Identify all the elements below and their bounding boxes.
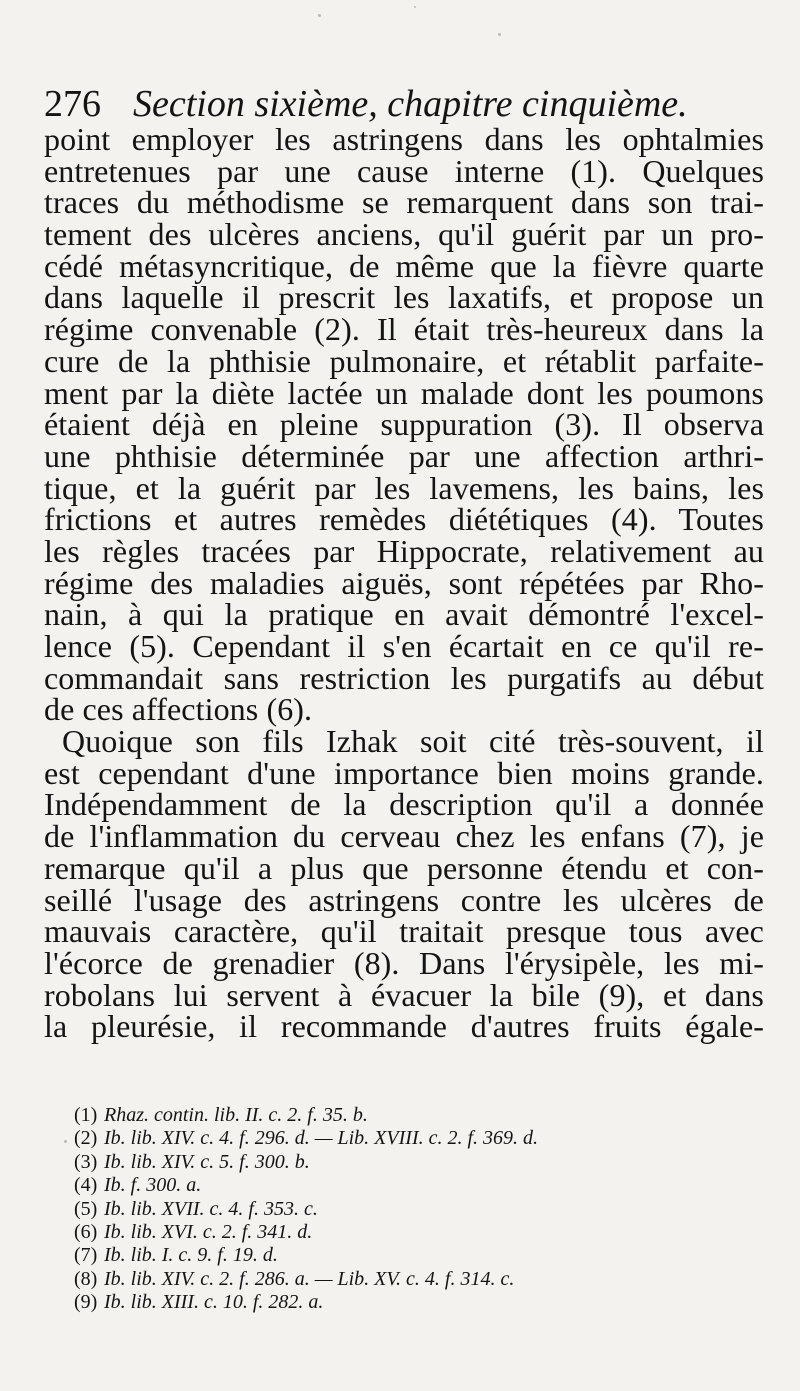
footnote-text: Ib. lib. XIV. c. 5. f. 300. b. bbox=[104, 1150, 310, 1173]
text-line: ment par la diète lactée un malade dont les poumons bbox=[44, 374, 764, 411]
footnote-marker: (9) bbox=[74, 1291, 98, 1314]
text-line: robolans lui servent à évacuer la bile (9), et dans bbox=[44, 976, 764, 1013]
text-line: régime des maladies aiguës, sont répétées par Rho- bbox=[44, 564, 764, 601]
footnote-marker: (5) bbox=[74, 1197, 98, 1220]
paragraph bbox=[44, 723, 764, 1045]
text-line: cédé métasyncritique, de même que la fièvre quarte bbox=[44, 247, 764, 284]
text-line: Indépendamment de la description qu'il a donnée bbox=[44, 786, 764, 823]
text-line: l'écorce de grenadier (8). Dans l'érysipèle, les mi- bbox=[44, 944, 764, 981]
text-line: lence (5). Cependant il s'en écartait en ce qu'il re- bbox=[44, 628, 764, 664]
footnote bbox=[74, 1244, 774, 1267]
text-line: point employer les astringens dans les ophtalmies bbox=[44, 121, 764, 157]
footnote-text: Ib. lib. I. c. 9. f. 19. d. bbox=[104, 1244, 278, 1267]
footnote-marker: (8) bbox=[74, 1267, 98, 1290]
text-line: mauvais caractère, qu'il traitait presque tous avec bbox=[44, 913, 764, 950]
text-line: tement des ulcères anciens, qu'il guérit par un pro- bbox=[44, 216, 764, 253]
footnote-marker: (3) bbox=[74, 1150, 98, 1173]
body-text bbox=[44, 121, 764, 1045]
text-line: tique, et la guérit par les lavemens, les bains, les bbox=[44, 469, 764, 506]
footnote-text: Rhaz. contin. lib. II. c. 2. f. 35. b. bbox=[104, 1104, 368, 1126]
page-header bbox=[44, 82, 764, 126]
footnotes bbox=[74, 1104, 774, 1315]
text-line: les règles tracées par Hippocrate, relativement au bbox=[44, 532, 764, 569]
footnote bbox=[74, 1127, 774, 1150]
text-line: de l'inflammation du cerveau chez les enfans (7), je bbox=[44, 818, 764, 855]
footnote bbox=[74, 1104, 774, 1127]
text-line: Quoique son fils Izhak soit cité très-souvent, il bbox=[62, 723, 764, 760]
footnote bbox=[74, 1174, 774, 1197]
text-line: traces du méthodisme se remarquent dans son trai- bbox=[44, 184, 764, 221]
page-number: 276 bbox=[44, 83, 101, 125]
text-line: entretenues par une cause interne (1). Quelques bbox=[44, 152, 764, 189]
footnote-text: Ib. f. 300. a. bbox=[104, 1174, 202, 1197]
footnote bbox=[74, 1198, 774, 1221]
text-line: cure de la phthisie pulmonaire, et rétablit parfaite- bbox=[44, 342, 764, 379]
footnote-text: Ib. lib. XIII. c. 10. f. 282. a. bbox=[104, 1291, 324, 1314]
text-line: une phthisie déterminée par une affection arthri- bbox=[44, 437, 764, 474]
text-line: régime convenable (2). Il était très-heureux dans la bbox=[44, 311, 764, 348]
paper-speck bbox=[64, 1140, 67, 1143]
running-title: Section sixième, chapitre cinquième. bbox=[133, 83, 688, 125]
paper-speck bbox=[318, 14, 321, 17]
footnote bbox=[74, 1221, 774, 1244]
footnote bbox=[74, 1151, 774, 1174]
text-line: nain, à qui la pratique en avait démontré l'excel- bbox=[44, 596, 764, 633]
footnote bbox=[74, 1291, 774, 1314]
paper-speck bbox=[498, 33, 501, 36]
text-line: la pleurésie, il recommande d'autres fruits égale- bbox=[44, 1008, 764, 1045]
footnote bbox=[74, 1268, 774, 1291]
text-line: remarque qu'il a plus que personne étendu et con- bbox=[44, 849, 764, 886]
paragraph bbox=[44, 121, 764, 728]
footnote-marker: (4) bbox=[74, 1174, 98, 1197]
footnote-marker: (7) bbox=[74, 1244, 98, 1267]
text-line: étaient déjà en pleine suppuration (3). Il observa bbox=[44, 406, 764, 443]
text-line: frictions et autres remèdes diététiques (4). Toutes bbox=[44, 501, 764, 538]
footnote-text: Ib. lib. XVI. c. 2. f. 341. d. bbox=[104, 1220, 313, 1243]
text-line: dans laquelle il prescrit les laxatifs, et propose un bbox=[44, 279, 764, 316]
footnote-marker: (6) bbox=[74, 1220, 98, 1243]
footnote-marker: (1) bbox=[74, 1104, 98, 1126]
text-line: commandait sans restriction les purgatifs au début bbox=[44, 659, 764, 696]
footnote-text: Ib. lib. XIV. c. 4. f. 296. d. — Lib. XVIII. c. 2. f. 369. d. bbox=[104, 1127, 539, 1150]
footnote-marker: (2) bbox=[74, 1127, 98, 1150]
footnote-text: Ib. lib. XVII. c. 4. f. 353. c. bbox=[104, 1197, 318, 1220]
footnote-text: Ib. lib. XIV. c. 2. f. 286. a. — Lib. XV. c. 4. f. 314. c. bbox=[104, 1267, 515, 1290]
text-line: de ces affections (6). bbox=[44, 691, 313, 728]
text-line: est cependant d'une importance bien moins grande. bbox=[44, 754, 764, 791]
paper-speck bbox=[414, 6, 416, 8]
text-line: seillé l'usage des astringens contre les ulcères de bbox=[44, 881, 764, 918]
